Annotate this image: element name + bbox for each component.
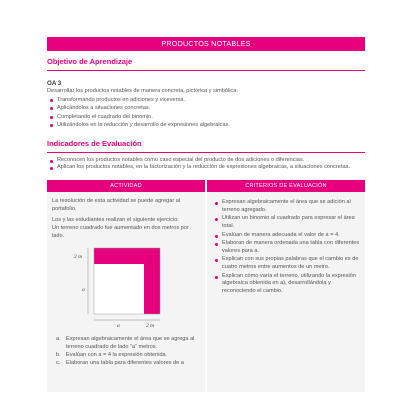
terrain-figure [60,244,200,328]
actividad-intro: La resolución de esta actividad se puede agregar al portafolio. [52,198,181,212]
actividad-problem: Un terreno cuadrado fue aumentado en dos metros por lado. [52,224,189,239]
objetivo-list [47,96,365,130]
list-item: Utilizan un binomio al cuadrado para expresar el área total. [212,215,361,230]
list-item: Transformando productos en adiciones y viceversa. [47,96,365,105]
list-item [52,352,201,359]
label-side-a: a [82,287,85,294]
label-bottom-a: a [117,323,120,329]
indicadores-heading: Indicadores de Evaluación [47,138,142,148]
list-item: Aplican los productos notables, en la factorización y la reducción de expresiones algebraicas, a situaciones concretas. [47,164,365,172]
actividad-text: Los y las estudiantes realizan el siguiente ejercicio: [52,217,179,224]
list-item: Reconocen los productos notables como caso especial del producto de dos adiciones o diferencias. [47,157,365,165]
list-item: Elaboran de manera ordenada una tabla con diferentes valores para a. [212,240,361,255]
actividad-body [47,192,205,392]
objetivo-intro: Desarrollar los productos notables de manera concreta, pictórica y simbólica: [47,87,238,94]
indicadores-section [47,139,365,172]
list-item: Explican con sus propias palabras que el cambio es de cuatro metros entre aumentos de un metro. [212,256,361,271]
item-text: Elaboran una tabla para diferentes valores de a [66,360,184,367]
square-diagram [60,244,200,328]
item-number: b. [56,351,61,358]
criterios-list [212,199,361,295]
item-text: Expresan algebraicamente el área que se agrega al terreno cuadrado de lado “a” metros. [66,336,195,350]
criterios-column [207,180,365,392]
objetivo-divider [47,70,365,71]
list-item: Aplicándolos a situaciones concretas. [47,104,365,113]
activity-table [47,180,365,392]
actividad-list [52,336,201,368]
page-title: PRODUCTOS NOTABLES [47,37,365,51]
original-square [94,264,144,314]
list-item: Utilizándolos en la reducción y desarrollo de expresiones algebraicas. [47,121,365,130]
item-number: c. [56,360,61,367]
actividad-header: ACTIVIDAD [47,180,205,192]
actividad-column [47,180,205,392]
page [47,37,365,392]
indicadores-divider [47,152,365,153]
criterios-body [207,192,365,392]
item-text: Evalúan con a = 4 la expresión obtenida. [66,351,168,358]
objetivo-heading: Objetivo de Aprendizaje [47,57,133,66]
list-item: Completando el cuadrado del binomio. [47,113,365,122]
list-item: Evalúan de manera adecuada el valor de a = 4. [212,232,361,240]
oa-code: OA 3 [47,79,62,87]
list-item [52,360,201,367]
indicadores-list [47,157,365,173]
list-item: Explican cómo varía el terreno, utilizando la expresión algebraica obtenida en a), desarrollándola y reconociendo el cambio. [212,273,361,296]
label-bottom-2m: 2 m [146,323,155,329]
criterios-header: CRITERIOS DE EVALUACIÓN [207,180,365,192]
list-item [52,336,201,351]
item-number: a. [56,336,61,343]
list-item: Expresan algebraicamente el área que se adición al terreno agregado. [212,199,361,214]
label-top-2m: 2 m [74,254,83,261]
